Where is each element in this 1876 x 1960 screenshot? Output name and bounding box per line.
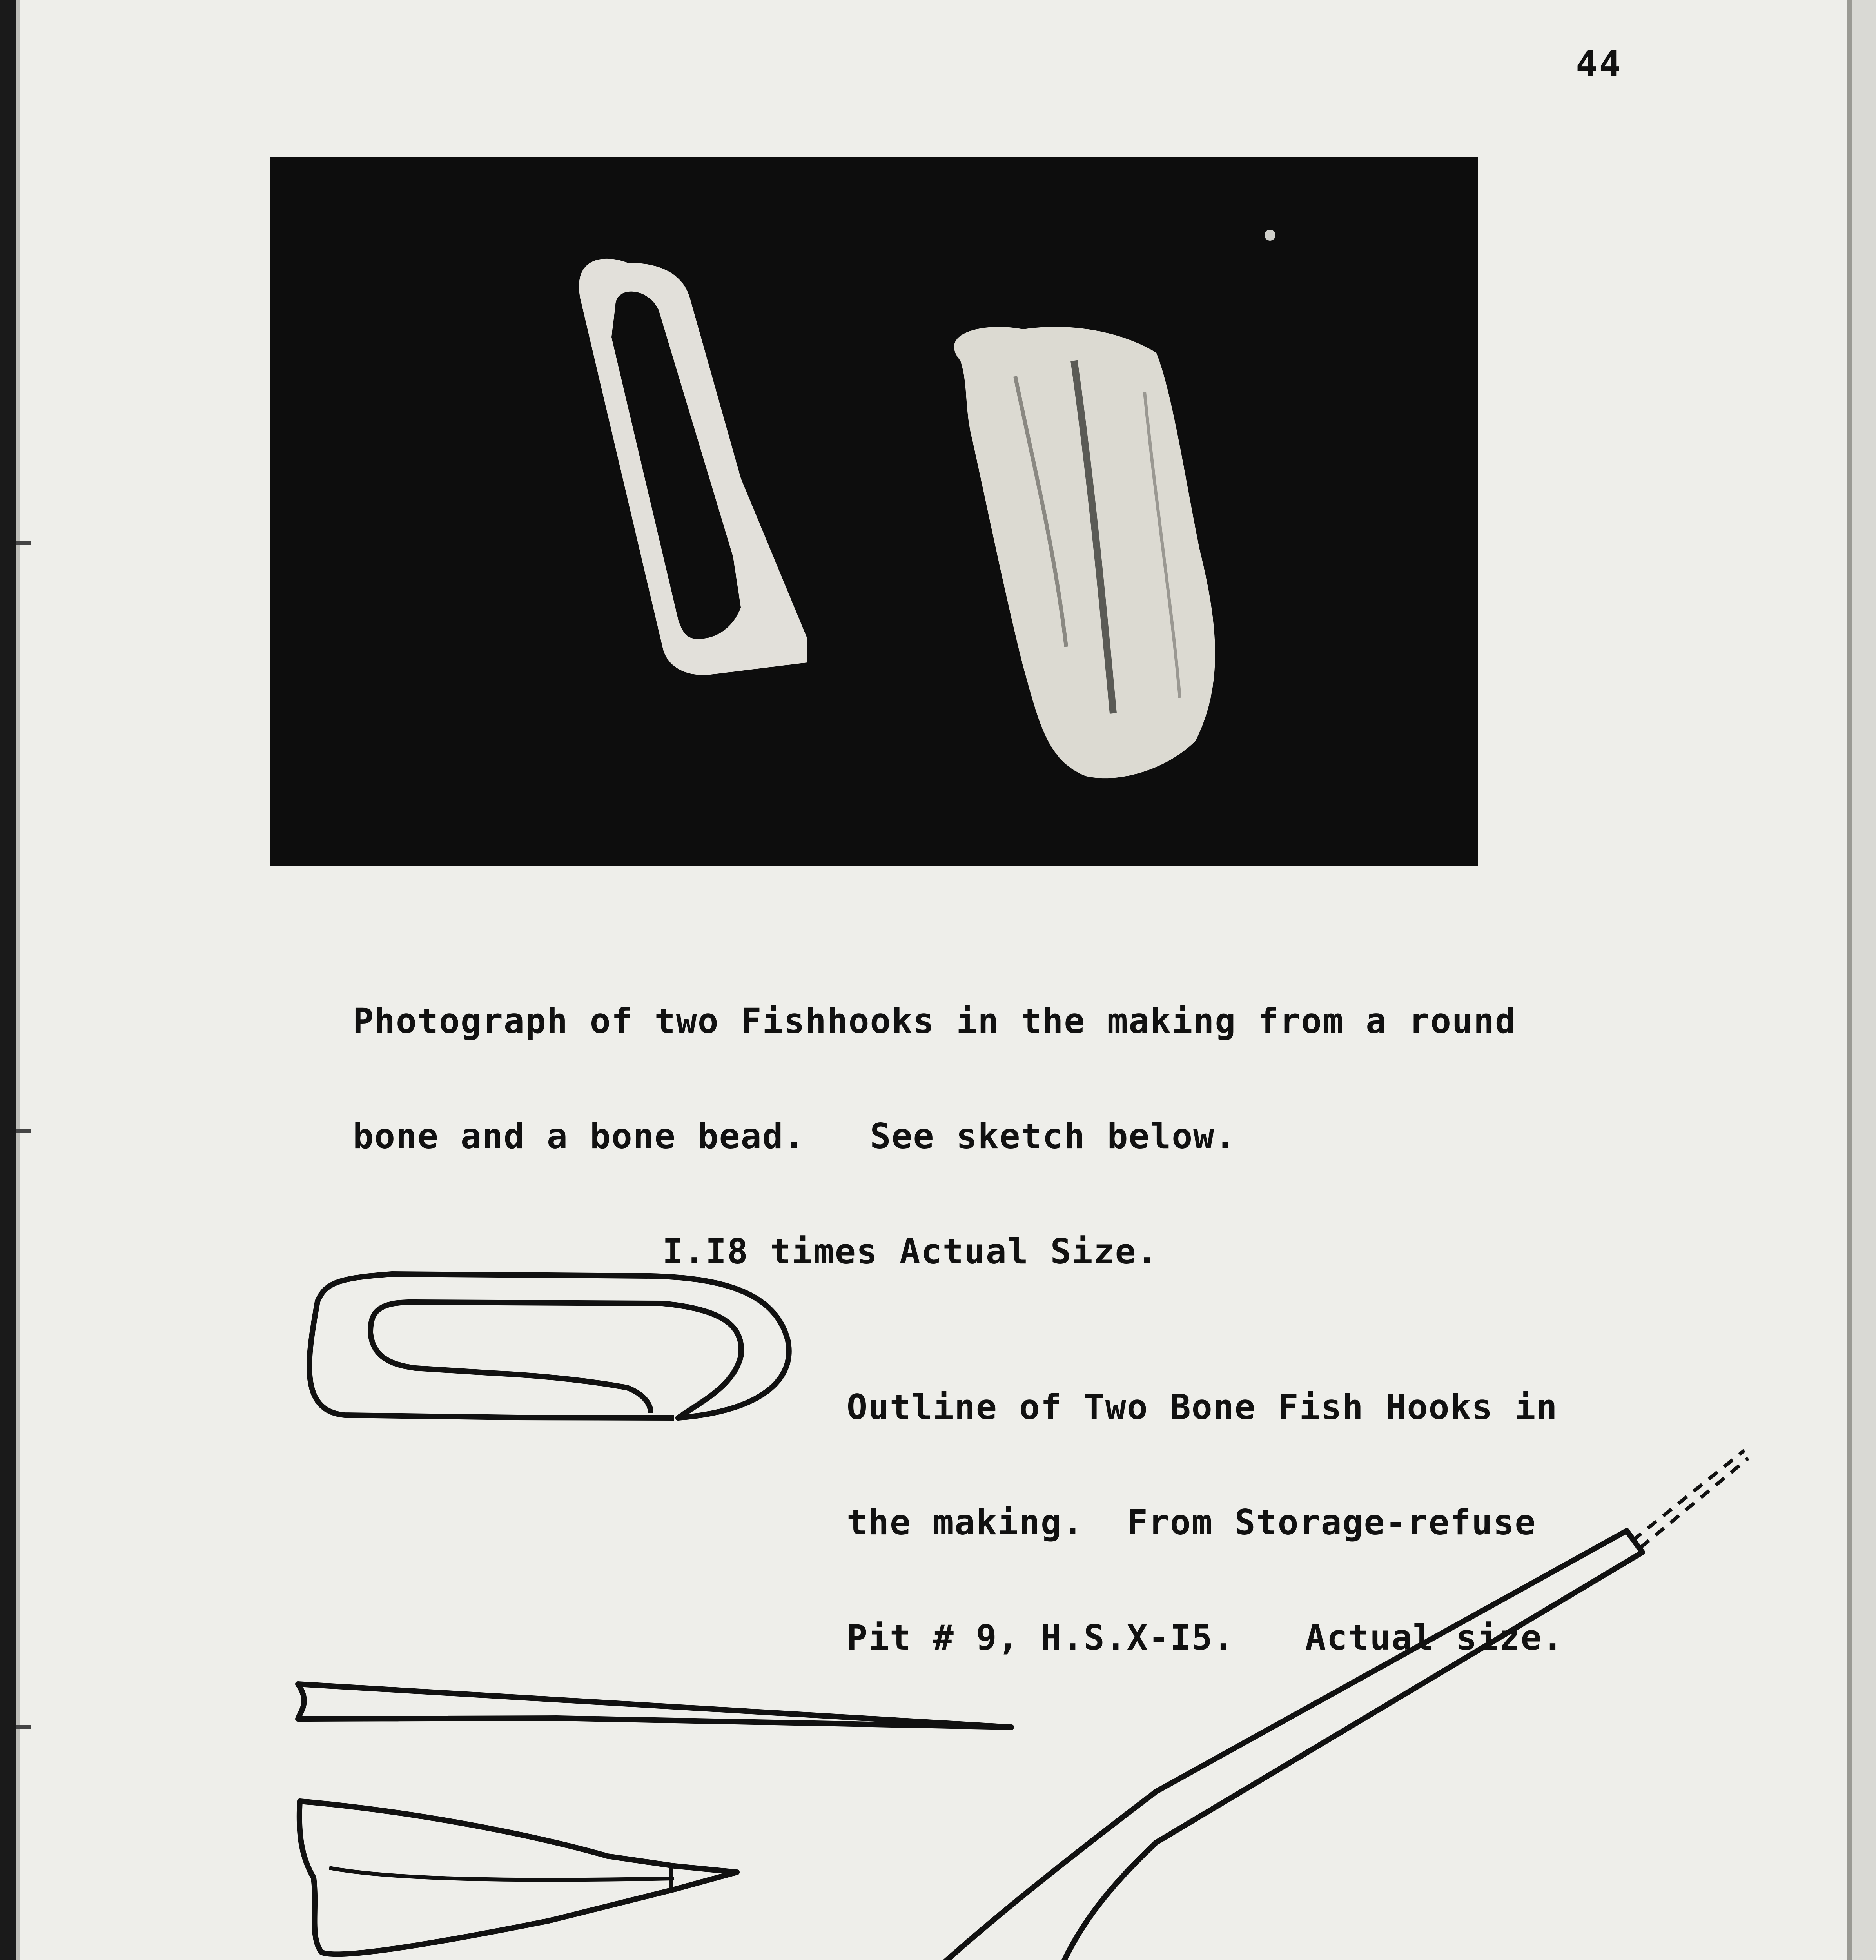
fish-hook-outline <box>309 1274 789 1418</box>
bone-awl-caption <box>1094 1915 1664 1960</box>
fish-hooks-caption-size: Actual size. <box>1305 1617 1564 1658</box>
photo-caption-line: bone and a bone bead. See sketch below. <box>353 1116 1237 1156</box>
fish-hooks-caption-line <box>847 1619 1564 1657</box>
photo-caption-line: Photograph of two Fishhooks in the making from a round <box>353 1001 1517 1041</box>
fish-hooks-caption <box>847 1311 1564 1734</box>
photo-caption-line: I.I8 times Actual Size. <box>662 1231 1158 1272</box>
page-number: 44 <box>1576 43 1622 85</box>
fish-hooks-caption-line: Outline of Two Bone Fish Hooks in <box>847 1387 1558 1427</box>
fish-hooks-caption-pit: Pit # 9, H.S.X-I5. <box>847 1617 1235 1658</box>
fish-hooks-caption-line: the making. From Storage-refuse <box>847 1502 1537 1543</box>
bone-awls-caption <box>303 1950 842 1960</box>
